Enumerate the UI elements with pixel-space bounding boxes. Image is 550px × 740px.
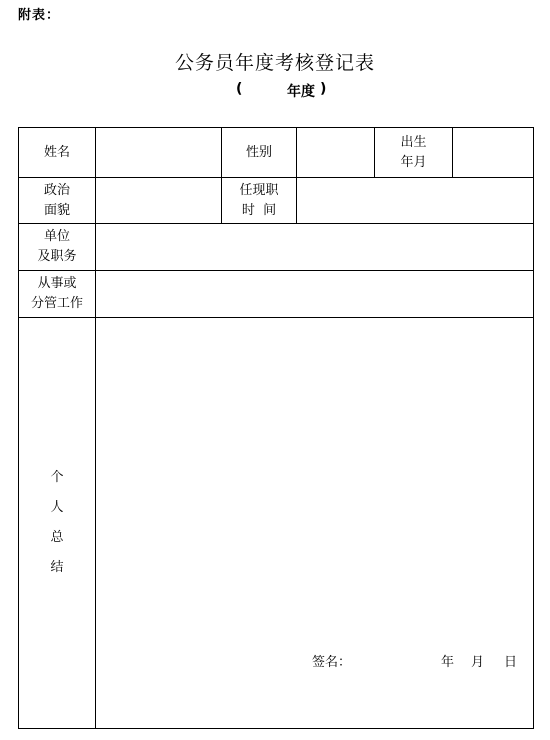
personal-summary-label [19,318,96,729]
row-personal-summary [19,318,534,729]
row-political-tenure [19,178,534,224]
signature-day: 日 [504,655,518,670]
row-work-scope [19,271,534,318]
birth-date-label [375,128,453,178]
work-scope-label-line2: 分管工作 [30,296,83,311]
row-unit-position [19,224,534,271]
gender-field[interactable] [297,128,375,178]
birth-date-field[interactable] [453,128,534,178]
year-paren-open: ( [236,81,243,97]
signature-row [96,653,533,673]
unit-position-label [19,224,96,271]
name-field[interactable] [96,128,222,178]
unit-position-label-line1: 单位 [43,229,70,244]
summary-char-1: 个 [50,470,64,485]
tenure-field[interactable] [297,178,534,224]
political-status-label-line2: 面貌 [43,202,70,218]
work-scope-field[interactable] [96,271,534,318]
summary-char-4: 结 [50,560,64,575]
political-status-field[interactable] [96,178,222,224]
year-label: 年度 [287,84,315,100]
signature-month: 月 [471,655,485,670]
tenure-label-line2: 时 间 [241,202,277,218]
gender-label: 性别 [222,128,297,178]
summary-char-2: 人 [50,500,64,515]
political-status-label [19,178,96,224]
signature-label: 签名： [312,655,352,670]
year-paren-close: ) [320,81,327,97]
birth-date-label-line1: 出生 [400,134,427,150]
form-title: 公务员年度考核登记表 [174,52,375,74]
row-basic-info [19,128,534,178]
appraisal-form-table [18,127,534,729]
political-status-label-line1: 政治 [43,182,70,198]
personal-summary-field[interactable] [96,318,534,729]
work-scope-label [19,271,96,318]
summary-char-3: 总 [50,530,64,545]
signature-year: 年 [441,655,455,670]
tenure-label [222,178,297,224]
birth-date-label-line2: 年月 [400,154,427,170]
unit-position-label-line2: 及职务 [37,249,77,264]
work-scope-label-line1: 从事或 [37,276,77,291]
name-label: 姓名 [19,128,96,178]
unit-position-field[interactable] [96,224,534,271]
tenure-label-line1: 任现职 [239,182,279,198]
attachment-label: 附表： [18,8,61,23]
